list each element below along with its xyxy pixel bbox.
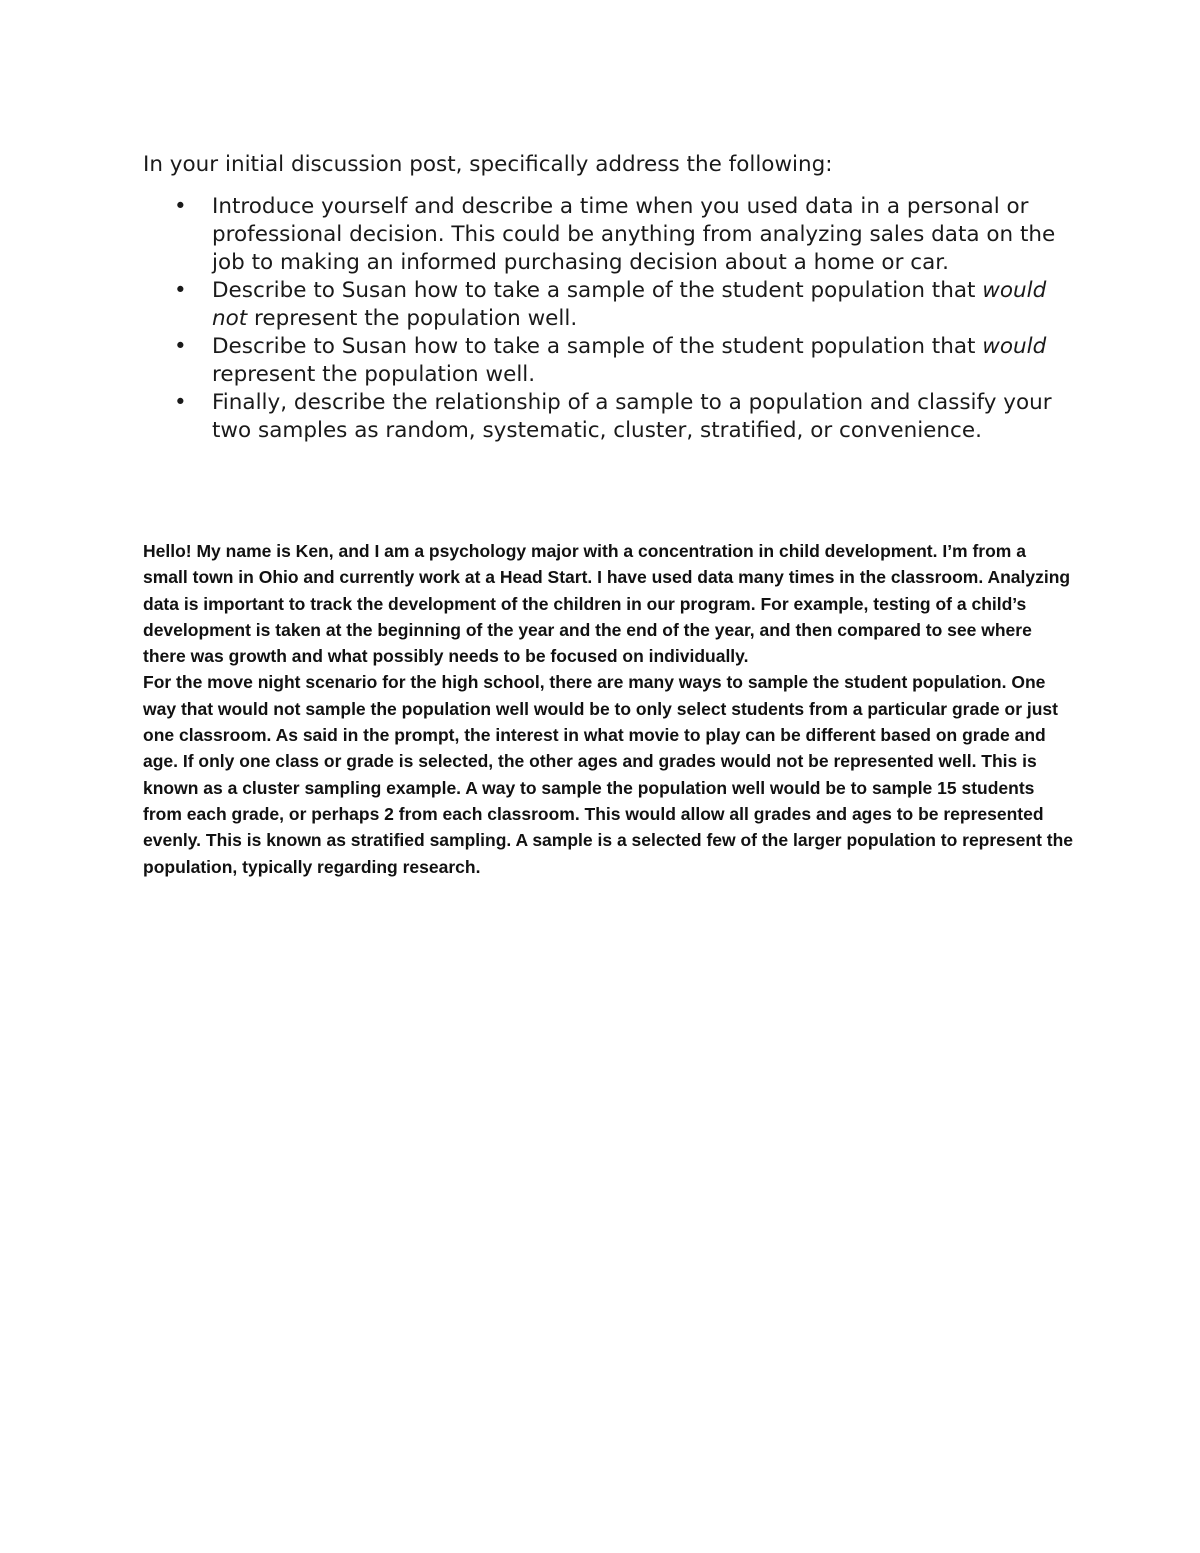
prompt-item-good-sample [143,333,1063,389]
bullet-icon: • [174,278,187,303]
prompt-item-text-after: represent the population well. [212,362,536,387]
response-paragraph-sampling: For the move night scenario for the high school, there are many ways to sample the student population. One way that would not sample the population well would be to only select students from a particular grade or just one classroom. As said in the prompt, the interest in what movie to play can be different based on grade and age. If only one class or grade is selected, the other ages and grades would not be represented well. This is known as a cluster sampling example. A way to sample the population well would be to sample 15 students from each grade, or perhaps 2 from each classroom. This would allow all grades and ages to be represented evenly. This is known as stratified sampling. A sample is a selected few of the larger population to represent the population, typically regarding research. [143,672,1074,877]
prompt-item-emphasis: would [982,334,1047,359]
prompt-item-text: Finally, describe the relationship of a sample to a population and classify your two samples as random, systematic, cluster, stratified, or convenience. [212,390,1052,443]
prompt-item-text-before: Describe to Susan how to take a sample of the student population that [212,278,983,303]
response-paragraph-intro: Hello! My name is Ken, and I am a psychology major with a concentration in child development. I’m from a small town in Ohio and currently work at a Head Start. I have used data many times in the classroom. Analyzing data is important to track the development of the children in our program. For example, testing of a child’s development is taken at the beginning of the year and the end of the year, and then compared to see where there was growth and what possibly needs to be focused on individually. [143,541,1071,667]
prompt-item-introduce [143,193,1063,277]
discussion-prompt [143,151,1063,445]
prompt-item-relationship [143,389,1063,445]
prompt-item-text-after: represent the population well. [247,306,578,331]
student-response [143,538,1073,880]
bullet-icon: • [174,334,187,359]
prompt-intro: In your initial discussion post, specifically address the following: [143,152,833,177]
bullet-icon: • [174,390,187,415]
prompt-item-text: Introduce yourself and describe a time when you used data in a personal or professional decision. This could be anything from analyzing sales data on the job to making an informed purchasing decision about a home or car. [212,194,1056,275]
prompt-item-bad-sample [143,277,1063,333]
prompt-item-emphasis: would not [212,278,1047,331]
prompt-item-text-before: Describe to Susan how to take a sample of the student population that [212,334,983,359]
bullet-icon: • [174,194,187,219]
prompt-bullet-list [143,193,1063,445]
